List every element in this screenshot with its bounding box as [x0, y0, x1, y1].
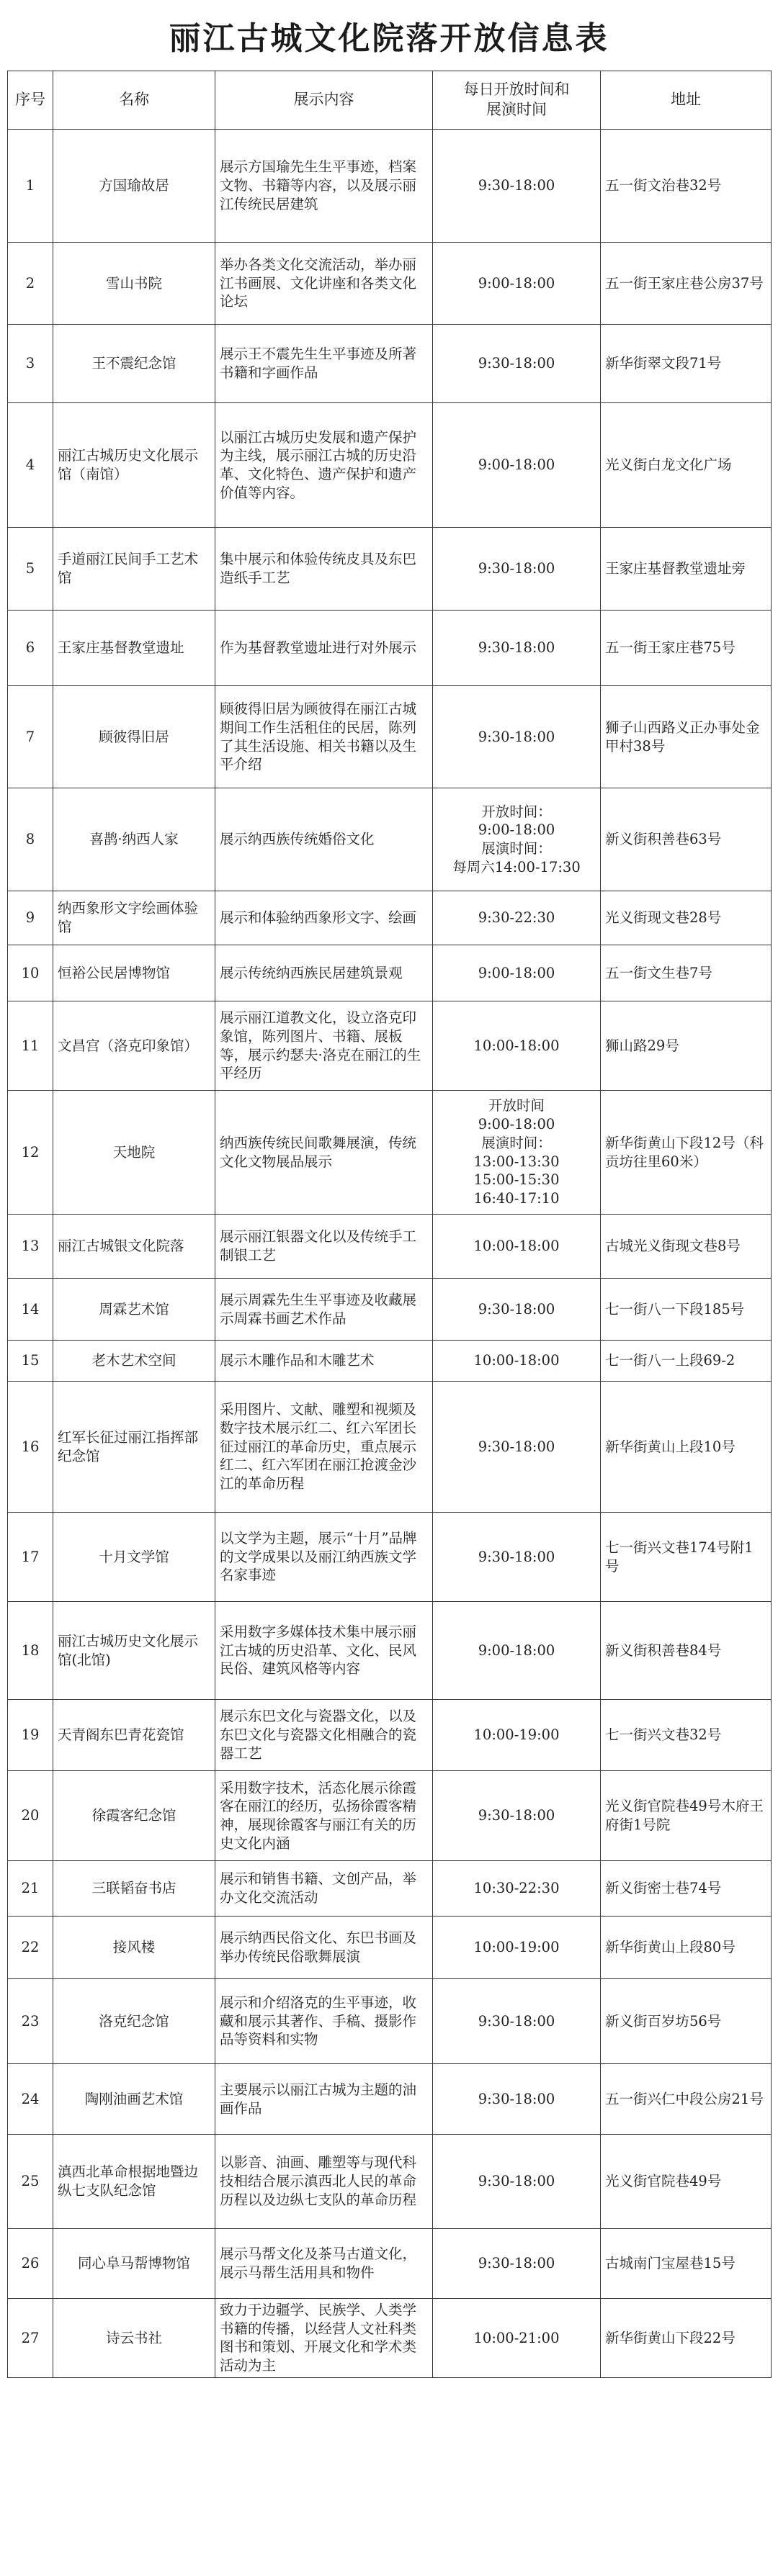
row-number: 17	[8, 1513, 53, 1602]
row-number: 6	[8, 611, 53, 686]
venue-content: 以丽江古城历史发展和遗产保护为主线，展示丽江古城的历史沿革、文化特色、遗产保护和遗产价值等内容。	[215, 403, 433, 528]
venue-name: 老木艺术空间	[53, 1341, 215, 1382]
venue-address: 新义街百岁坊56号	[601, 1979, 772, 2064]
opening-time: 9:30-18:00	[433, 325, 601, 403]
opening-time: 10:00-18:00	[433, 1215, 601, 1279]
venue-address: 光义街现文巷28号	[601, 891, 772, 945]
venue-name: 三联韬奋书店	[53, 1861, 215, 1917]
table-row	[8, 403, 772, 528]
venue-name: 喜鹊·纳西人家	[53, 788, 215, 891]
venue-address: 七一街兴文巷32号	[601, 1700, 772, 1771]
opening-time: 9:30-18:00	[433, 1979, 601, 2064]
venue-name: 王家庄基督教堂遗址	[53, 611, 215, 686]
venue-content: 以影音、油画、雕塑等与现代科技相结合展示滇西北人民的革命历程以及边纵七支队的革命历程	[215, 2135, 433, 2229]
venue-address: 五一街文治巷32号	[601, 130, 772, 243]
opening-time: 9:00-18:00	[433, 243, 601, 325]
row-number: 11	[8, 1001, 53, 1091]
table-row	[8, 1215, 772, 1279]
row-number: 16	[8, 1382, 53, 1513]
venue-content: 展示和体验纳西象形文字、绘画	[215, 891, 433, 945]
venue-content: 展示和介绍洛克的生平事迹，收藏和展示其著作、手稿、摄影作品等资料和实物	[215, 1979, 433, 2064]
venue-name: 徐霞客纪念馆	[53, 1771, 215, 1861]
opening-time: 9:30-18:00	[433, 686, 601, 788]
table-row	[8, 528, 772, 611]
table-row	[8, 1382, 772, 1513]
row-number: 10	[8, 945, 53, 1001]
table-row	[8, 1513, 772, 1602]
row-number: 23	[8, 1979, 53, 2064]
venue-name: 洛克纪念馆	[53, 1979, 215, 2064]
opening-time: 9:30-18:00	[433, 130, 601, 243]
row-number: 21	[8, 1861, 53, 1917]
table-row	[8, 1001, 772, 1091]
row-number: 24	[8, 2064, 53, 2135]
row-number: 26	[8, 2229, 53, 2299]
venue-content: 致力于边疆学、民族学、人类学书籍的传播，以经营人文社科类图书和策划、开展文化和学术类活动为主	[215, 2299, 433, 2378]
row-number: 18	[8, 1602, 53, 1700]
venue-content: 集中展示和体验传统皮具及东巴造纸手工艺	[215, 528, 433, 611]
row-number: 12	[8, 1091, 53, 1215]
venue-address: 新华街黄山下段22号	[601, 2299, 772, 2378]
opening-time: 9:30-18:00	[433, 1279, 601, 1341]
venue-address: 五一街兴仁中段公房21号	[601, 2064, 772, 2135]
table-row	[8, 788, 772, 891]
venue-name: 天地院	[53, 1091, 215, 1215]
header-name: 名称	[53, 71, 215, 130]
opening-time: 10:00-19:00	[433, 1917, 601, 1979]
venue-content: 展示纳西民俗文化、东巴书画及举办传统民俗歌舞展演	[215, 1917, 433, 1979]
row-number: 20	[8, 1771, 53, 1861]
title-bar	[0, 0, 778, 71]
venue-address: 光义街官院巷49号木府王府街1号院	[601, 1771, 772, 1861]
opening-time: 10:00-19:00	[433, 1700, 601, 1771]
header-address: 地址	[601, 71, 772, 130]
venue-content: 展示木雕作品和木雕艺术	[215, 1341, 433, 1382]
table-row	[8, 1861, 772, 1917]
table-row	[8, 2064, 772, 2135]
venue-address: 光义街官院巷49号	[601, 2135, 772, 2229]
row-number: 3	[8, 325, 53, 403]
venue-name: 诗云书社	[53, 2299, 215, 2378]
row-number: 15	[8, 1341, 53, 1382]
opening-time: 9:00-18:00	[433, 1602, 601, 1700]
opening-time: 9:30-18:00	[433, 1382, 601, 1513]
venue-name: 王不震纪念馆	[53, 325, 215, 403]
venue-name: 丽江古城银文化院落	[53, 1215, 215, 1279]
row-number: 14	[8, 1279, 53, 1341]
venue-address: 狮山路29号	[601, 1001, 772, 1091]
table-body	[8, 130, 772, 2378]
venue-name: 同心阜马帮博物馆	[53, 2229, 215, 2299]
venue-content: 纳西族传统民间歌舞展演，传统文化文物展品展示	[215, 1091, 433, 1215]
opening-time: 9:30-18:00	[433, 1771, 601, 1861]
venue-content: 展示丽江银器文化以及传统手工制银工艺	[215, 1215, 433, 1279]
venue-content: 展示东巴文化与瓷器文化，以及东巴文化与瓷器文化相融合的瓷器工艺	[215, 1700, 433, 1771]
venue-content: 采用数字多媒体技术集中展示丽江古城的历史沿革、文化、民风民俗、建筑风格等内容	[215, 1602, 433, 1700]
venue-address: 狮子山西路义正办事处金甲村38号	[601, 686, 772, 788]
venue-name: 雪山书院	[53, 243, 215, 325]
table-header-row	[8, 71, 772, 130]
header-content: 展示内容	[215, 71, 433, 130]
row-number: 19	[8, 1700, 53, 1771]
row-number: 25	[8, 2135, 53, 2229]
opening-time: 10:00-18:00	[433, 1341, 601, 1382]
venue-address: 古城光义街现文巷8号	[601, 1215, 772, 1279]
opening-time: 开放时间： 9:00-18:00 展演时间： 每周六14:00-17:30	[433, 788, 601, 891]
header-no: 序号	[8, 71, 53, 130]
venue-content: 主要展示以丽江古城为主题的油画作品	[215, 2064, 433, 2135]
venue-address: 五一街文生巷7号	[601, 945, 772, 1001]
venue-name: 周霖艺术馆	[53, 1279, 215, 1341]
venue-name: 天青阁东巴青花瓷馆	[53, 1700, 215, 1771]
opening-time: 9:30-18:00	[433, 528, 601, 611]
opening-time: 9:30-18:00	[433, 1513, 601, 1602]
opening-time: 9:30-18:00	[433, 2064, 601, 2135]
opening-time: 9:00-18:00	[433, 945, 601, 1001]
venue-content: 举办各类文化交流活动，举办丽江书画展、文化讲座和各类文化论坛	[215, 243, 433, 325]
venue-address: 七一街兴文巷174号附1号	[601, 1513, 772, 1602]
venue-address: 新义街密士巷74号	[601, 1861, 772, 1917]
table-row	[8, 686, 772, 788]
venue-name: 接风楼	[53, 1917, 215, 1979]
venue-content: 以文学为主题，展示“十月”品牌的文学成果以及丽江纳西族文学名家事迹	[215, 1513, 433, 1602]
row-number: 22	[8, 1917, 53, 1979]
venue-content: 展示方国瑜先生生平事迹，档案文物、书籍等内容，以及展示丽江传统民居建筑	[215, 130, 433, 243]
row-number: 5	[8, 528, 53, 611]
table-row	[8, 1341, 772, 1382]
venue-address: 五一街王家庄巷公房37号	[601, 243, 772, 325]
table-row	[8, 2135, 772, 2229]
venue-name: 顾彼得旧居	[53, 686, 215, 788]
venue-address: 七一街八一下段185号	[601, 1279, 772, 1341]
venue-content: 展示传统纳西族民居建筑景观	[215, 945, 433, 1001]
venue-address: 新义街积善巷84号	[601, 1602, 772, 1700]
table-row	[8, 2299, 772, 2378]
venue-address: 新华街翠文段71号	[601, 325, 772, 403]
venue-name: 丽江古城历史文化展示馆（南馆）	[53, 403, 215, 528]
venue-content: 展示马帮文化及茶马古道文化，展示马帮生活用具和物件	[215, 2229, 433, 2299]
table-row	[8, 1602, 772, 1700]
table-row	[8, 945, 772, 1001]
row-number: 4	[8, 403, 53, 528]
venue-content: 作为基督教堂遗址进行对外展示	[215, 611, 433, 686]
venue-content: 采用数字技术，活态化展示徐霞客在丽江的经历，弘扬徐霞客精神，展现徐霞客与丽江有关的历史文化内涵	[215, 1771, 433, 1861]
opening-time: 9:30-18:00	[433, 2135, 601, 2229]
venue-address: 光义街白龙文化广场	[601, 403, 772, 528]
venue-name: 滇西北革命根据地暨边纵七支队纪念馆	[53, 2135, 215, 2229]
venue-content: 采用图片、文献、雕塑和视频及数字技术展示红二、红六军团长征过丽江的革命历史，重点展示红二、红六军团在丽江抢渡金沙江的革命历程	[215, 1382, 433, 1513]
venue-address: 新华街黄山上段80号	[601, 1917, 772, 1979]
opening-time: 9:30-22:30	[433, 891, 601, 945]
venue-content: 顾彼得旧居为顾彼得在丽江古城期间工作生活租住的民居，陈列了其生活设施、相关书籍以及生平介绍	[215, 686, 433, 788]
table-row	[8, 1771, 772, 1861]
venue-address: 王家庄基督教堂遗址旁	[601, 528, 772, 611]
venue-name: 十月文学馆	[53, 1513, 215, 1602]
venue-name: 手道丽江民间手工艺术馆	[53, 528, 215, 611]
venue-name: 方国瑜故居	[53, 130, 215, 243]
table-row	[8, 2229, 772, 2299]
table-row	[8, 611, 772, 686]
opening-time: 9:30-18:00	[433, 611, 601, 686]
row-number: 27	[8, 2299, 53, 2378]
venue-name: 丽江古城历史文化展示馆(北馆)	[53, 1602, 215, 1700]
venue-content: 展示纳西族传统婚俗文化	[215, 788, 433, 891]
venue-name: 恒裕公民居博物馆	[53, 945, 215, 1001]
venue-table	[7, 71, 772, 2378]
opening-time: 9:00-18:00	[433, 403, 601, 528]
table-row	[8, 1091, 772, 1215]
table-row	[8, 1279, 772, 1341]
table-row	[8, 130, 772, 243]
table-row	[8, 1700, 772, 1771]
venue-address: 新义街积善巷63号	[601, 788, 772, 891]
venue-address: 七一街八一上段69-2	[601, 1341, 772, 1382]
opening-time: 10:00-21:00	[433, 2299, 601, 2378]
venue-content: 展示丽江道教文化，设立洛克印象馆，陈列图片、书籍、展板等，展示约瑟夫·洛克在丽江的生平经历	[215, 1001, 433, 1091]
venue-content: 展示和销售书籍、文创产品，举办文化交流活动	[215, 1861, 433, 1917]
table-row	[8, 1979, 772, 2064]
venue-address: 新华街黄山上段10号	[601, 1382, 772, 1513]
opening-time: 10:30-22:30	[433, 1861, 601, 1917]
page-title: 丽江古城文化院落开放信息表	[169, 20, 609, 57]
header-time: 每日开放时间和 展演时间	[433, 71, 601, 130]
row-number: 2	[8, 243, 53, 325]
table-row	[8, 891, 772, 945]
venue-address: 五一街王家庄巷75号	[601, 611, 772, 686]
venue-content: 展示王不震先生生平事迹及所著书籍和字画作品	[215, 325, 433, 403]
venue-name: 陶刚油画艺术馆	[53, 2064, 215, 2135]
venue-name: 文昌宫（洛克印象馆）	[53, 1001, 215, 1091]
table-row	[8, 1917, 772, 1979]
row-number: 8	[8, 788, 53, 891]
opening-time: 9:30-18:00	[433, 2229, 601, 2299]
row-number: 1	[8, 130, 53, 243]
table-row	[8, 243, 772, 325]
opening-time: 10:00-18:00	[433, 1001, 601, 1091]
row-number: 13	[8, 1215, 53, 1279]
venue-address: 新华街黄山下段12号（科贡坊往里60米）	[601, 1091, 772, 1215]
venue-content: 展示周霖先生生平事迹及收藏展示周霖书画艺术作品	[215, 1279, 433, 1341]
opening-time: 开放时间 9:00-18:00 展演时间： 13:00-13:30 15:00-15:30 16:40-17:10	[433, 1091, 601, 1215]
row-number: 7	[8, 686, 53, 788]
venue-name: 红军长征过丽江指挥部纪念馆	[53, 1382, 215, 1513]
table-row	[8, 325, 772, 403]
venue-address: 古城南门宝屋巷15号	[601, 2229, 772, 2299]
venue-name: 纳西象形文字绘画体验馆	[53, 891, 215, 945]
row-number: 9	[8, 891, 53, 945]
